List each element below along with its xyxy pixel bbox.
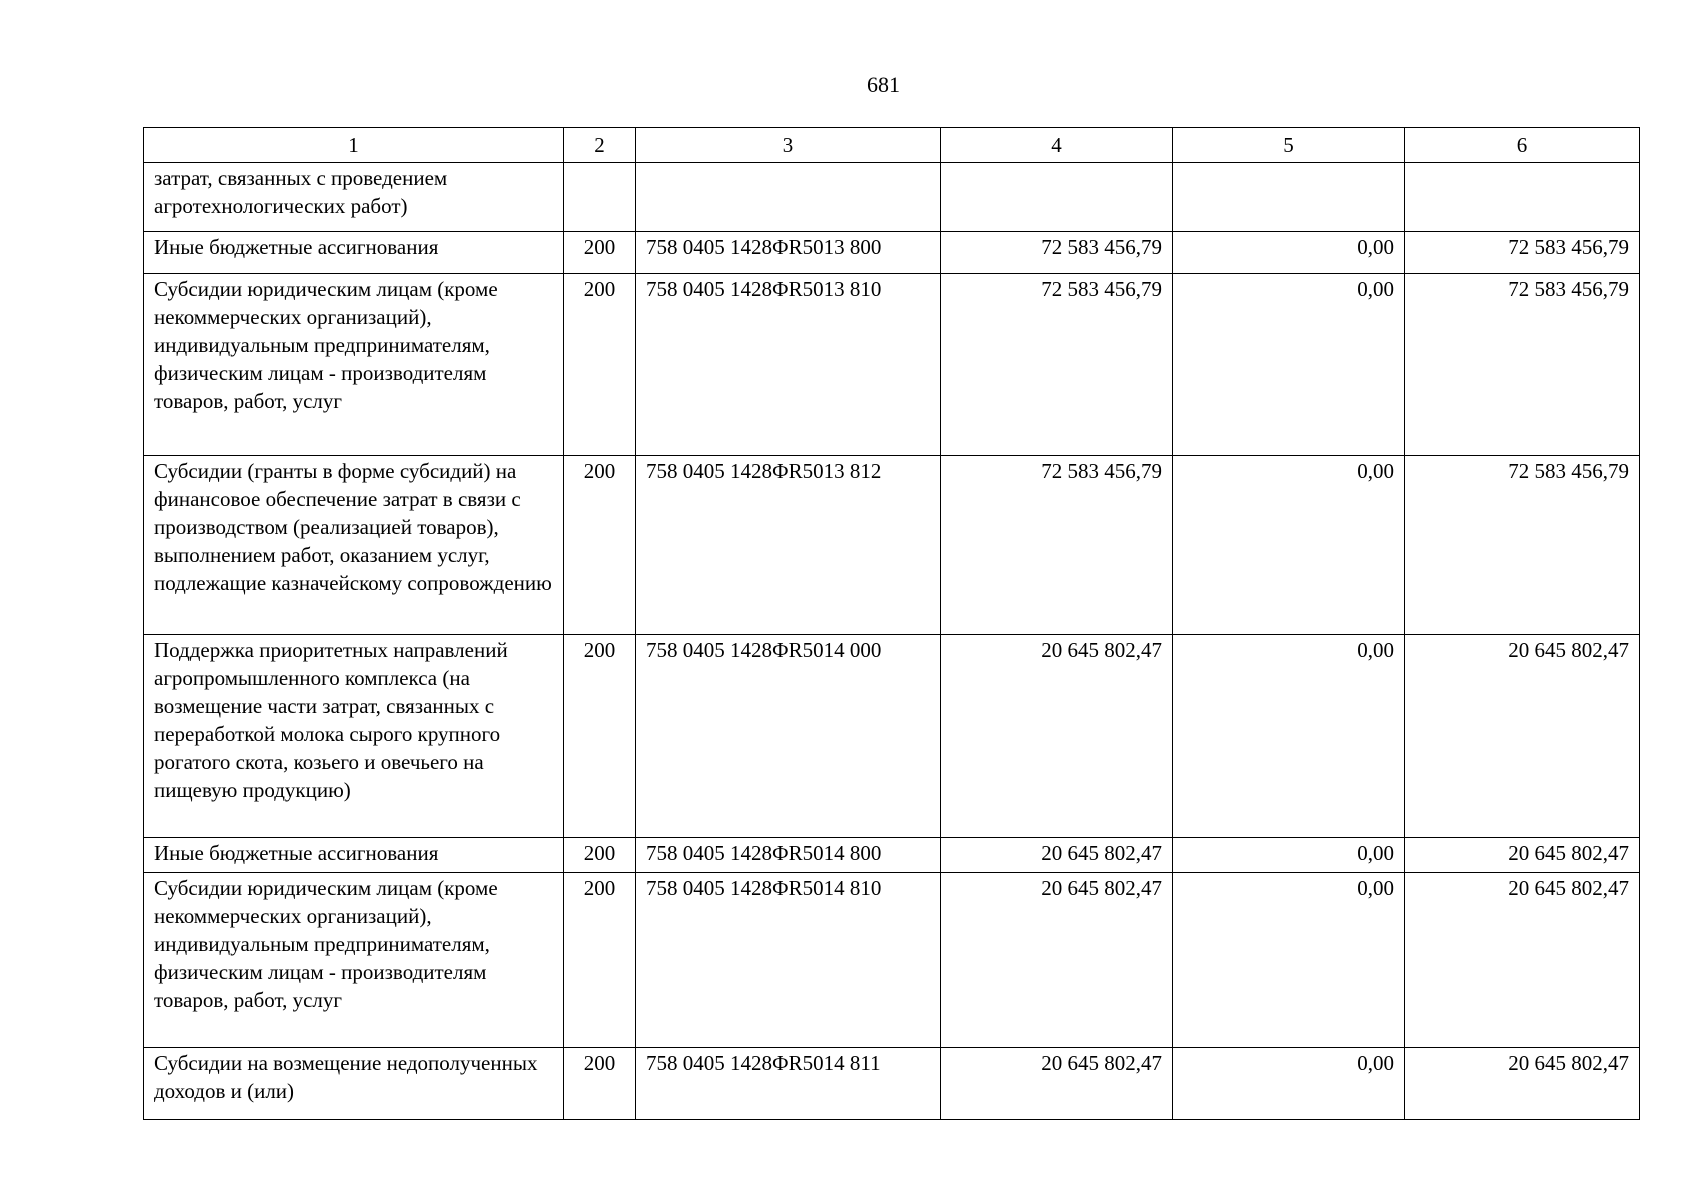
cell-col6: 20 645 802,47 (1405, 873, 1640, 1048)
cell-col6: 20 645 802,47 (1405, 838, 1640, 873)
cell-admin: 200 (564, 635, 636, 838)
table-row (144, 1048, 1640, 1120)
cell-col5: 0,00 (1173, 456, 1405, 635)
cell-col5: 0,00 (1173, 232, 1405, 274)
cell-name: Субсидии (гранты в форме субсидий) на финансовое обеспечение затрат в связи с производством (реализацией товаров), выполнением работ, оказанием услуг, подлежащие казначейскому сопровождению (144, 456, 564, 635)
cell-col6: 72 583 456,79 (1405, 232, 1640, 274)
cell-code: 758 0405 1428ФR5013 800 (636, 232, 941, 274)
cell-col6: 20 645 802,47 (1405, 1048, 1640, 1120)
page-number: 681 (867, 72, 900, 97)
cell-admin: 200 (564, 1048, 636, 1120)
cell-col4: 20 645 802,47 (941, 1048, 1173, 1120)
cell-code (636, 163, 941, 232)
cell-col5: 0,00 (1173, 838, 1405, 873)
cell-col5: 0,00 (1173, 635, 1405, 838)
header-col-3: 3 (636, 128, 941, 163)
header-col-1: 1 (144, 128, 564, 163)
cell-col6: 72 583 456,79 (1405, 456, 1640, 635)
cell-name: Субсидии на возмещение недополученных доходов и (или) (144, 1048, 564, 1120)
cell-col4 (941, 163, 1173, 232)
table-row (144, 232, 1640, 274)
cell-name: затрат, связанных с проведением агротехнологических работ) (144, 163, 564, 232)
cell-col4: 72 583 456,79 (941, 274, 1173, 456)
cell-admin: 200 (564, 232, 636, 274)
cell-admin (564, 163, 636, 232)
cell-col5 (1173, 163, 1405, 232)
header-col-6: 6 (1405, 128, 1640, 163)
table-row (144, 163, 1640, 232)
cell-col5: 0,00 (1173, 1048, 1405, 1120)
cell-col5: 0,00 (1173, 873, 1405, 1048)
header-col-2: 2 (564, 128, 636, 163)
cell-admin: 200 (564, 274, 636, 456)
header-row (144, 128, 1640, 163)
cell-col5: 0,00 (1173, 274, 1405, 456)
cell-col6 (1405, 163, 1640, 232)
table-header (144, 128, 1640, 163)
cell-name: Иные бюджетные ассигнования (144, 838, 564, 873)
table-row (144, 635, 1640, 838)
cell-code: 758 0405 1428ФR5014 800 (636, 838, 941, 873)
cell-name: Иные бюджетные ассигнования (144, 232, 564, 274)
cell-col4: 20 645 802,47 (941, 635, 1173, 838)
cell-name: Субсидии юридическим лицам (кроме некоммерческих организаций), индивидуальным предпринимателям, физическим лицам - производителям товаров, работ, услуг (144, 873, 564, 1048)
cell-col4: 72 583 456,79 (941, 232, 1173, 274)
cell-code: 758 0405 1428ФR5013 810 (636, 274, 941, 456)
cell-admin: 200 (564, 873, 636, 1048)
cell-code: 758 0405 1428ФR5014 810 (636, 873, 941, 1048)
table-row (144, 274, 1640, 456)
budget-table (143, 127, 1640, 1120)
cell-col4: 20 645 802,47 (941, 838, 1173, 873)
cell-name: Субсидии юридическим лицам (кроме некоммерческих организаций), индивидуальным предпринимателям, физическим лицам - производителям товаров, работ, услуг (144, 274, 564, 456)
header-col-4: 4 (941, 128, 1173, 163)
table-row (144, 873, 1640, 1048)
cell-admin: 200 (564, 838, 636, 873)
cell-code: 758 0405 1428ФR5014 000 (636, 635, 941, 838)
cell-col6: 72 583 456,79 (1405, 274, 1640, 456)
cell-code: 758 0405 1428ФR5013 812 (636, 456, 941, 635)
table-body (144, 163, 1640, 1120)
header-col-5: 5 (1173, 128, 1405, 163)
cell-col6: 20 645 802,47 (1405, 635, 1640, 838)
cell-code: 758 0405 1428ФR5014 811 (636, 1048, 941, 1120)
table-row (144, 456, 1640, 635)
cell-name: Поддержка приоритетных направлений агропромышленного комплекса (на возмещение части затрат, связанных с переработкой молока сырого крупного рогатого скота, козьего и овечьего на пищевую продукцию) (144, 635, 564, 838)
cell-admin: 200 (564, 456, 636, 635)
table-row (144, 838, 1640, 873)
cell-col4: 20 645 802,47 (941, 873, 1173, 1048)
cell-col4: 72 583 456,79 (941, 456, 1173, 635)
